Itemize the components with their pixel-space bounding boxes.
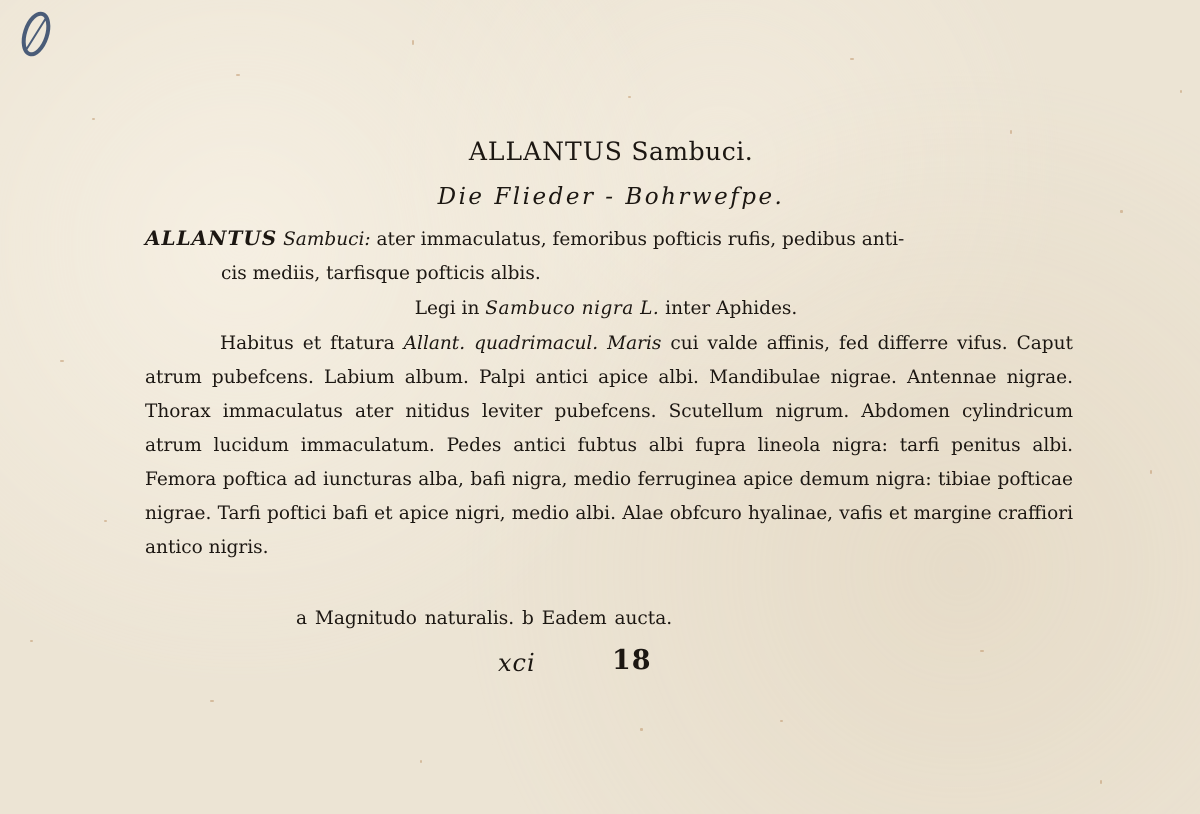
habitat-line [0,292,1200,326]
species-description [145,327,1073,565]
figure-caption: a Magnitudo naturalis. b Eadem aucta. [296,608,673,629]
title-species: Sambuci. [631,137,754,166]
description-lead: Habitus et ftatura [220,333,395,354]
habitat-lead: Legi in [414,298,480,319]
habitat-plant: Sambuco nigra L. [485,298,660,319]
diagnosis-species: Sambuci: [283,229,371,250]
pencil-page-mark [14,6,58,62]
species-diagnosis [145,221,1073,291]
description-body: cui valde affinis, fed differre vifus. Caput atrum pubefcens. Labium album. Palpi antici apice albi. Mandibulae nigrae. Antennae nigrae. Thorax immaculatus ater nitidus leviter pubefcens. Scutellum nigrum. Abdomen cylindricum atrum lucidum immaculatum. Pedes antici fubtus albi fupra lineola nigra: tarfi penitus albi. Femora poftica ad iuncturas alba, bafi nigra, medio ferruginea apice demum nigra: tibiae pofticae nigrae. Tarfi poftici bafi et apice nigri, medio albi. Alae obfcuro hyalinae, vafis et margine craffiori antico nigris. [145,333,1073,558]
diagnosis-genus: ALLANTUS [145,226,278,250]
title-genus: ALLANTUS [468,137,623,166]
description-ref-species: Allant. quadrimacul. Maris [403,333,662,354]
plate-number: 18 [612,645,652,676]
diagnosis-line1: ater immaculatus, femoribus pofticis rufis, pedibus anti- [376,229,905,250]
habitat-tail: inter Aphides. [665,298,798,319]
page-title [0,134,1200,170]
page-subtitle: Die Flieder - Bohrwefpe. [437,184,785,210]
volume-number: xci [498,649,536,677]
diagnosis-line2: cis mediis, tarfisque pofticis albis. [221,263,541,284]
